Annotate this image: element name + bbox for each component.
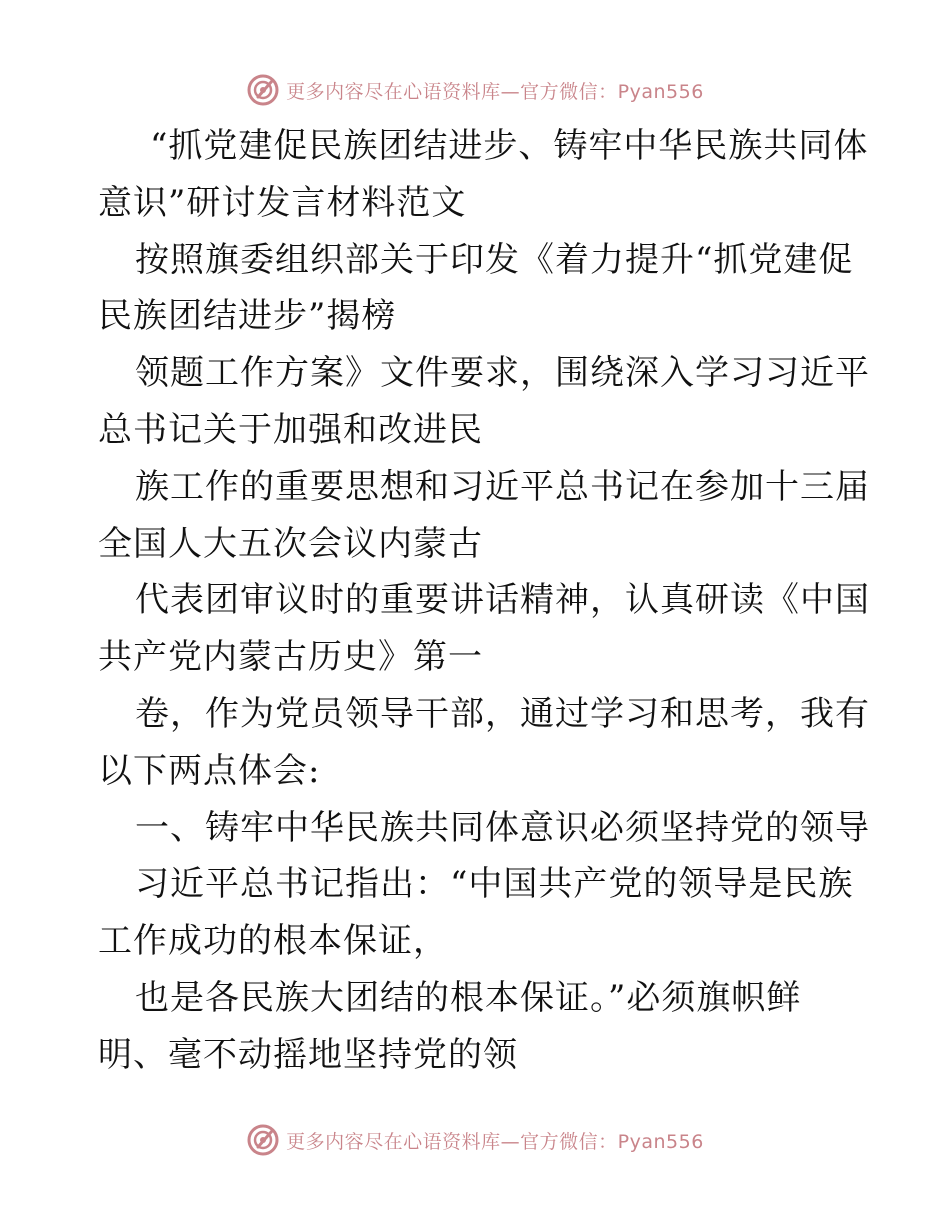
watermark-logo-icon: [246, 73, 280, 107]
watermark-header: [0, 70, 950, 110]
watermark-text: 更多内容尽在心语资料库—官方微信：Pyan556: [286, 1130, 704, 1153]
document-title-line: 意识”研讨发言材料范文: [98, 182, 467, 223]
body-text-line: 全国人大五次会议内蒙古: [98, 523, 483, 564]
body-text-line: 族工作的重要思想和习近平总书记在参加十三届: [135, 466, 870, 507]
body-text-line: 以下两点体会:: [98, 750, 321, 791]
document-body: [98, 118, 870, 1084]
body-text-line: 民族团结进步”揭榜: [98, 296, 397, 337]
body-text-line: 工作成功的根本保证，: [98, 921, 448, 962]
document-title-line: “抓党建促民族团结进步、铸牢中华民族共同体: [150, 126, 869, 166]
body-text-line: 领题工作方案》文件要求，围绕深入学习习近平: [135, 353, 870, 394]
watermark-footer: [0, 1120, 950, 1160]
body-text-line: 共产党内蒙古历史》第一: [98, 637, 483, 678]
body-text-line: 代表团审议时的重要讲话精神，认真研读《中国: [135, 580, 870, 621]
body-text-line: 按照旗委组织部关于印发《着力提升“抓党建促: [135, 239, 854, 280]
body-text-line: 习近平总书记指出：“中国共产党的领导是民族: [135, 864, 854, 905]
body-text-line: 也是各民族大团结的根本保证。”必须旗帜鲜: [135, 977, 802, 1018]
body-text-line: 卷，作为党员领导干部，通过学习和思考，我有: [135, 693, 870, 734]
body-text-line: 总书记关于加强和改进民: [98, 409, 483, 450]
body-text-line: 一、铸牢中华民族共同体意识必须坚持党的领导: [135, 807, 870, 848]
watermark-logo-icon: [246, 1123, 280, 1157]
body-text-line: 明、毫不动摇地坚持党的领: [98, 1034, 518, 1075]
watermark-text: 更多内容尽在心语资料库—官方微信：Pyan556: [286, 80, 704, 103]
